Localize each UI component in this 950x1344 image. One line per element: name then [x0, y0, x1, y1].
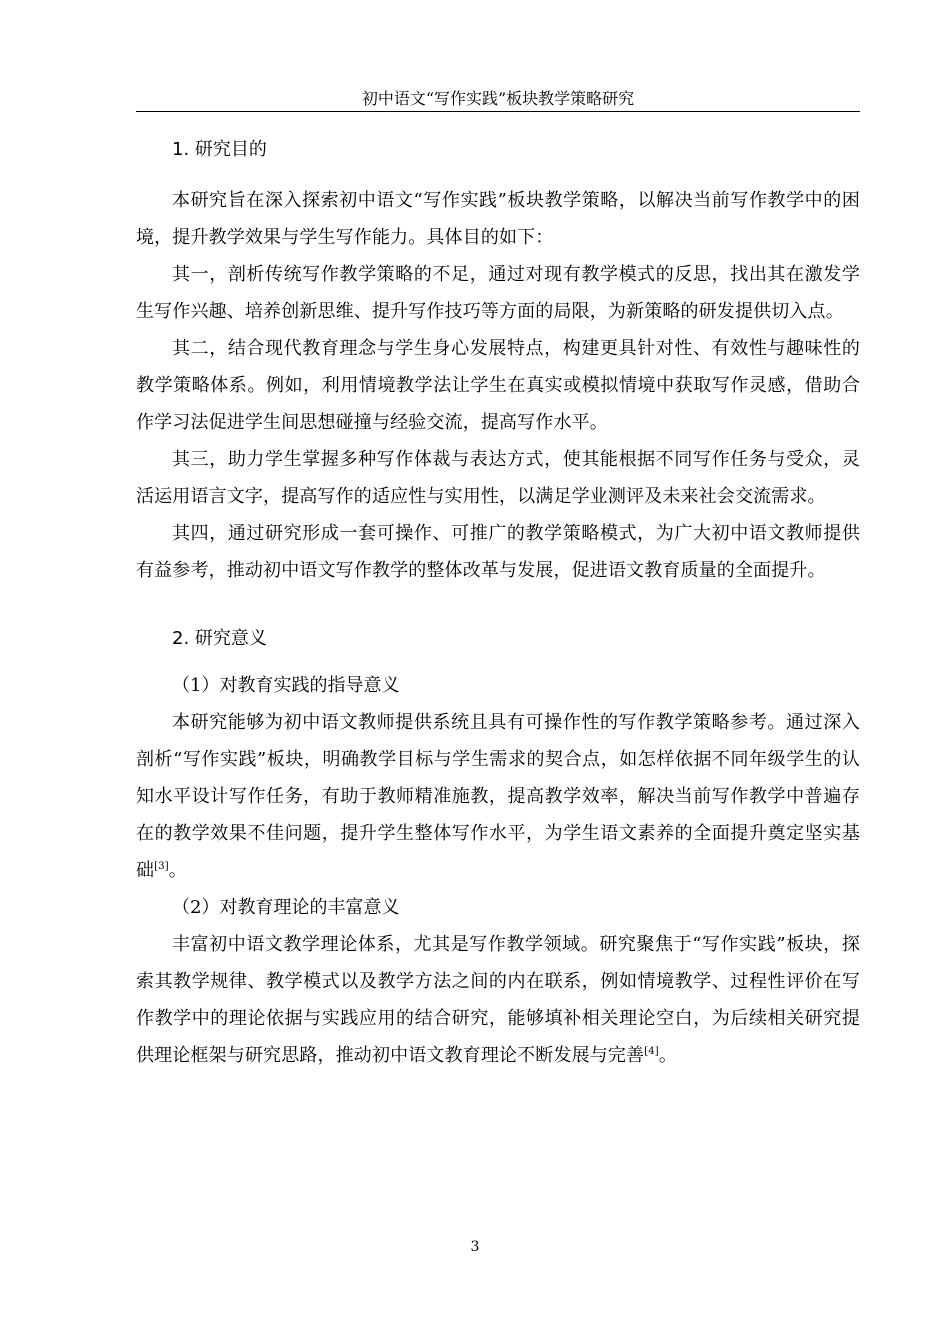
paragraph-theoretical-text: 丰富初中语文教学理论体系，尤其是写作教学领域。研究聚焦于“写作实践”板块，探索其教学规律、教学模式以及教学方法之间的内在联系，例如情境教学、过程性评价在写作教学中的理论依据与实践应用的结合研究，能够填补相关理论空白，为后续相关研究提供理论框架与研究思路，推动初中语文教育理论不断发展与完善: [136, 934, 860, 1066]
paragraph-practical-end: 。: [168, 860, 187, 881]
citation-ref-3: [3]: [154, 861, 169, 872]
paragraph-purpose-point-4: 其四，通过研究形成一套可操作、可推广的教学策略模式，为广大初中语文教师提供有益参考，推动初中语文写作教学的整体改革与发展，促进语文教育质量的全面提升。: [136, 523, 860, 581]
paragraph-purpose-point-1: 其一，剖析传统写作教学策略的不足，通过对现有教学模式的反思，找出其在激发学生写作兴趣、培养创新思维、提升写作技巧等方面的局限，为新策略的研发提供切入点。: [136, 264, 860, 322]
page-number: 3: [470, 1239, 480, 1255]
running-header: 初中语文“写作实践”板块教学策略研究: [361, 89, 635, 108]
paragraph-practical-text: 本研究能够为初中语文教师提供系统且具有可操作性的写作教学策略参考。通过深入剖析“写作实践”板块，明确教学目标与学生需求的契合点，如怎样依据不同年级学生的认知水平设计写作任务，有助于教师精准施教，提高教学效率，解决当前写作教学中普遍存在的教学效果不佳问题，提升学生整体写作水平，为学生语文素养的全面提升奠定坚实基础: [136, 712, 860, 881]
paragraph-practical-significance: [136, 704, 860, 889]
paragraph-theoretical-significance: [136, 926, 860, 1074]
paragraph-theoretical-end: 。: [658, 1045, 677, 1066]
section-heading-research-purpose: 1. 研究目的: [172, 139, 267, 160]
subheading-practical-significance: （1）对教育实践的指导意义: [172, 675, 400, 696]
paragraph-purpose-point-3: 其三，助力学生掌握多种写作体裁与表达方式，使其能根据不同写作任务与受众，灵活运用语言文字，提高写作的适应性与实用性，以满足学业测评及未来社会交流需求。: [136, 449, 860, 507]
page-body: [136, 130, 860, 1074]
subheading-theoretical-significance: （2）对教育理论的丰富意义: [172, 897, 400, 918]
section-heading-research-significance: 2. 研究意义: [172, 628, 267, 649]
paragraph-purpose-point-2: 其二，结合现代教育理念与学生身心发展特点，构建更具针对性、有效性与趣味性的教学策略体系。例如，利用情境教学法让学生在真实或模拟情境中获取写作灵感，借助合作学习法促进学生间思想碰撞与经验交流，提高写作水平。: [136, 338, 860, 433]
paragraph-purpose-intro: 本研究旨在深入探索初中语文“写作实践”板块教学策略，以解决当前写作教学中的困境，提升教学效果与学生写作能力。具体目的如下：: [136, 190, 860, 248]
citation-ref-4: [4]: [644, 1046, 659, 1057]
header-rule: [136, 111, 860, 112]
